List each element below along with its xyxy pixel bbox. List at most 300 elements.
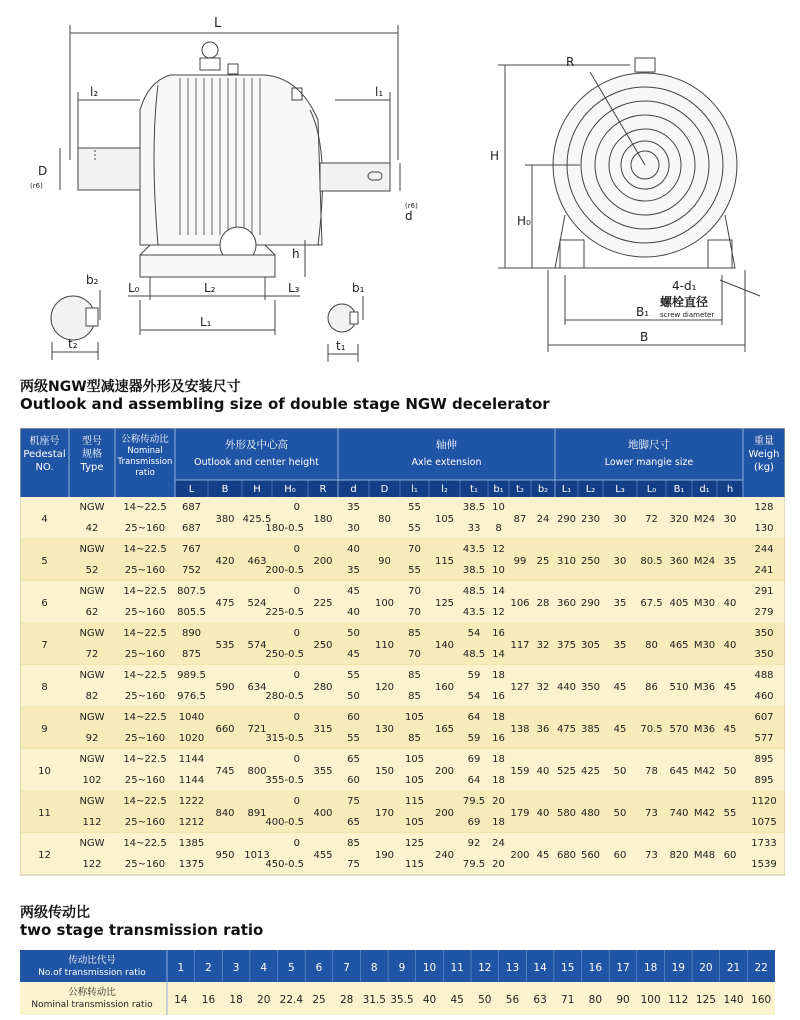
cell-H0: 0 bbox=[293, 544, 300, 555]
cell-l1: 105 bbox=[404, 817, 425, 828]
ratio-code-cell: 15 bbox=[561, 962, 575, 974]
cell-L1: 475 bbox=[556, 724, 577, 735]
ratio-value-cell: 20 bbox=[257, 994, 271, 1006]
dim-label-H: H bbox=[490, 149, 500, 163]
ratio-code-cell: 9 bbox=[398, 962, 406, 974]
cell-L2: 480 bbox=[580, 808, 601, 819]
cell-L: 1144 bbox=[178, 775, 205, 786]
cell-t1: 69 bbox=[467, 817, 481, 828]
cell-type: 102 bbox=[82, 775, 102, 786]
ratio-value-cell: 56 bbox=[505, 994, 520, 1006]
cell-d: 65 bbox=[347, 754, 360, 765]
cell-type: NGW bbox=[79, 838, 105, 849]
cell-l1: 115 bbox=[404, 796, 425, 807]
cell-H: 524 bbox=[247, 598, 267, 609]
header-type: 型号 bbox=[82, 436, 102, 447]
cell-R: 250 bbox=[313, 640, 333, 651]
header-pedestal: Pedestal bbox=[23, 449, 66, 460]
col-header-t2: t₂ bbox=[516, 484, 524, 495]
cell-l1: 70 bbox=[408, 649, 421, 660]
cell-D: 130 bbox=[374, 724, 395, 735]
cell-L2: 305 bbox=[580, 640, 601, 651]
cell-t1: 43.5 bbox=[462, 544, 486, 555]
cell-t1: 79.5 bbox=[462, 859, 486, 870]
cell-pedestal: 11 bbox=[38, 808, 51, 819]
cell-b1: 8 bbox=[495, 523, 502, 534]
ratio-value-cell: 18 bbox=[229, 994, 243, 1006]
cell-weight: 1075 bbox=[751, 817, 777, 828]
cell-h: 35 bbox=[723, 556, 737, 567]
cell-b1: 16 bbox=[492, 691, 505, 702]
cell-weight: 460 bbox=[754, 691, 774, 702]
cell-l2: 160 bbox=[434, 682, 455, 693]
col-header-l1: l₁ bbox=[411, 484, 418, 495]
cell-H: 463 bbox=[247, 556, 267, 567]
cell-b1: 10 bbox=[492, 502, 505, 513]
cell-B1: 820 bbox=[669, 850, 689, 861]
cell-L: 805.5 bbox=[177, 607, 206, 618]
cell-t1: 64 bbox=[467, 775, 481, 786]
header-ratio: ratio bbox=[135, 468, 155, 478]
cell-L0: 72 bbox=[645, 514, 658, 525]
cell-L: 1020 bbox=[178, 733, 205, 744]
cell-h: 30 bbox=[723, 514, 737, 525]
cell-d1: M48 bbox=[693, 850, 716, 861]
ratio-code-cell: 10 bbox=[422, 962, 437, 974]
cell-weight: 244 bbox=[754, 544, 774, 555]
ratio-table bbox=[20, 950, 775, 1015]
cell-t1: 64 bbox=[467, 712, 481, 723]
cell-t1: 59 bbox=[467, 670, 481, 681]
cell-L: 1385 bbox=[178, 838, 205, 849]
cell-R: 400 bbox=[313, 808, 333, 819]
cell-t1: 38.5 bbox=[462, 502, 486, 513]
cell-type: 112 bbox=[82, 817, 102, 828]
cell-t2: 200 bbox=[510, 850, 530, 861]
cell-weight: 607 bbox=[754, 712, 774, 723]
dim-label-L2: L₂ bbox=[204, 281, 216, 295]
cell-d1: M30 bbox=[693, 598, 716, 609]
screw-diameter-cn: 螺栓直径 bbox=[660, 295, 709, 309]
col-header-L3: L₃ bbox=[615, 484, 625, 495]
cell-R: 280 bbox=[313, 682, 333, 693]
cell-L3: 45 bbox=[613, 724, 627, 735]
dim-label-B: B bbox=[640, 330, 649, 344]
cell-t1: 48.5 bbox=[462, 649, 486, 660]
cell-l1: 55 bbox=[408, 565, 421, 576]
cell-R: 225 bbox=[313, 598, 333, 609]
dim-label-B1: B₁ bbox=[636, 305, 650, 319]
cell-weight: 279 bbox=[754, 607, 774, 618]
cell-b2: 45 bbox=[536, 850, 550, 861]
ratio-code-cell: 13 bbox=[505, 962, 520, 974]
cell-t1: 92 bbox=[467, 838, 481, 849]
ratio-code-cell: 16 bbox=[588, 962, 603, 974]
cell-b1: 18 bbox=[492, 670, 505, 681]
cell-d1: M36 bbox=[693, 682, 716, 693]
cell-L1: 525 bbox=[556, 766, 577, 777]
cell-l1: 70 bbox=[408, 544, 421, 555]
cell-weight: 1539 bbox=[751, 859, 777, 870]
ratio-value-cell: 160 bbox=[751, 994, 772, 1006]
header-axle-cn: 轴伸 bbox=[436, 439, 457, 451]
cell-L: 752 bbox=[181, 565, 202, 576]
ratio-value-cell: 112 bbox=[668, 994, 689, 1006]
cell-L1: 360 bbox=[556, 598, 577, 609]
outlook-title-cn: 两级NGW型减速器外形及安装尺寸 bbox=[20, 379, 241, 395]
cell-H: 800 bbox=[247, 766, 267, 777]
cell-weight: 241 bbox=[754, 565, 774, 576]
cell-pedestal: 6 bbox=[41, 598, 48, 609]
ratio-code-cell: 19 bbox=[671, 962, 685, 974]
ratio-value-cell: 22.4 bbox=[279, 994, 304, 1006]
cell-L0: 78 bbox=[645, 766, 658, 777]
ratio-code-cell: 14 bbox=[533, 962, 547, 974]
cell-H0: 355-0.5 bbox=[265, 775, 304, 786]
screw-diameter-en: screw diameter bbox=[660, 311, 715, 319]
cell-type: 72 bbox=[85, 649, 99, 660]
cell-b2: 40 bbox=[536, 808, 550, 819]
cell-L3: 30 bbox=[613, 514, 627, 525]
col-header-d1: d₁ bbox=[699, 484, 710, 495]
dim-label-L3: L₃ bbox=[288, 281, 300, 295]
cell-pedestal: 8 bbox=[41, 682, 48, 693]
cell-H0: 225-0.5 bbox=[265, 607, 304, 618]
cell-ratio: 14~22.5 bbox=[123, 502, 167, 513]
cell-L: 767 bbox=[181, 544, 202, 555]
dim-label-L: L bbox=[214, 16, 222, 31]
cell-L2: 230 bbox=[580, 514, 601, 525]
ratio-title-cn: 两级传动比 bbox=[20, 905, 90, 921]
cell-d: 50 bbox=[347, 691, 360, 702]
cell-L3: 30 bbox=[613, 556, 627, 567]
cell-B: 660 bbox=[215, 724, 235, 735]
cell-type: NGW bbox=[79, 796, 105, 807]
cell-ratio: 25~160 bbox=[124, 691, 166, 702]
cell-h: 45 bbox=[723, 682, 737, 693]
cell-h: 40 bbox=[723, 598, 737, 609]
cell-ratio: 14~22.5 bbox=[123, 796, 167, 807]
cell-l2: 105 bbox=[434, 514, 455, 525]
cell-type: 122 bbox=[82, 859, 102, 870]
cell-b1: 14 bbox=[492, 649, 505, 660]
cell-ratio: 25~160 bbox=[124, 607, 166, 618]
cell-d1: M42 bbox=[693, 766, 716, 777]
cell-L: 687 bbox=[181, 502, 202, 513]
cell-B1: 510 bbox=[669, 682, 689, 693]
cell-B1: 320 bbox=[669, 514, 689, 525]
cell-H: 891 bbox=[247, 808, 267, 819]
dim-label-l2: l₂ bbox=[90, 85, 99, 99]
col-header-b2: b₂ bbox=[537, 484, 549, 495]
cell-d1: M36 bbox=[693, 724, 716, 735]
cell-L0: 73 bbox=[645, 808, 658, 819]
cell-L0: 86 bbox=[645, 682, 658, 693]
cell-L2: 560 bbox=[580, 850, 601, 861]
cell-d: 75 bbox=[347, 859, 360, 870]
cell-D: 90 bbox=[378, 556, 391, 567]
cell-l2: 115 bbox=[434, 556, 455, 567]
col-header-B1: B₁ bbox=[673, 484, 685, 495]
cell-d1: M42 bbox=[693, 808, 716, 819]
cell-L2: 350 bbox=[580, 682, 601, 693]
col-header-l2: l₂ bbox=[441, 484, 448, 495]
cell-B1: 465 bbox=[669, 640, 689, 651]
ratio-value-cell: 35.5 bbox=[390, 994, 414, 1006]
cell-B: 535 bbox=[215, 640, 235, 651]
cell-H0: 200-0.5 bbox=[265, 565, 304, 576]
cell-h: 55 bbox=[723, 808, 737, 819]
cell-B: 745 bbox=[215, 766, 235, 777]
cell-b1: 20 bbox=[492, 796, 505, 807]
col-header-h: h bbox=[726, 484, 734, 495]
header-ratio: Transmission bbox=[117, 457, 173, 467]
cell-b1: 10 bbox=[492, 565, 505, 576]
ratio-code-cell: 12 bbox=[478, 962, 492, 974]
cell-D: 150 bbox=[374, 766, 395, 777]
cell-H0: 250-0.5 bbox=[265, 649, 304, 660]
cell-weight: 895 bbox=[754, 775, 774, 786]
cell-R: 315 bbox=[313, 724, 333, 735]
cell-l1: 125 bbox=[404, 838, 425, 849]
cell-type: NGW bbox=[79, 502, 105, 513]
header-outlook-cn: 外形及中心高 bbox=[225, 439, 288, 451]
cell-weight: 577 bbox=[754, 733, 774, 744]
cell-b1: 18 bbox=[492, 817, 505, 828]
cell-type: NGW bbox=[79, 670, 105, 681]
cell-R: 455 bbox=[313, 850, 333, 861]
cell-weight: 130 bbox=[754, 523, 774, 534]
ratio-value-cell: 125 bbox=[695, 994, 716, 1006]
header-weight: Weigh bbox=[748, 449, 780, 460]
ratio-code-cell: 21 bbox=[726, 962, 741, 974]
dim-label-R: R bbox=[566, 55, 575, 69]
dim-label-t1: t₁ bbox=[336, 339, 346, 353]
cell-R: 355 bbox=[313, 766, 333, 777]
cell-L0: 80 bbox=[645, 640, 658, 651]
cell-D: 80 bbox=[378, 514, 391, 525]
cell-L3: 45 bbox=[613, 682, 627, 693]
cell-B: 380 bbox=[215, 514, 235, 525]
cell-ratio: 25~160 bbox=[124, 565, 166, 576]
cell-B1: 360 bbox=[669, 556, 689, 567]
dim-label-t2: t₂ bbox=[68, 337, 78, 351]
cell-B: 950 bbox=[215, 850, 235, 861]
cell-weight: 350 bbox=[754, 649, 774, 660]
cell-ratio: 14~22.5 bbox=[123, 628, 167, 639]
cell-b1: 18 bbox=[492, 754, 505, 765]
cell-L2: 250 bbox=[580, 556, 601, 567]
ratio-value-label-cn: 公称转动比 bbox=[68, 987, 116, 998]
cell-t2: 138 bbox=[510, 724, 530, 735]
cell-type: 52 bbox=[85, 565, 99, 576]
ratio-code-cell: 2 bbox=[205, 962, 212, 974]
cell-type: 62 bbox=[85, 607, 99, 618]
cell-l1: 55 bbox=[408, 523, 421, 534]
cell-l1: 70 bbox=[408, 607, 421, 618]
ratio-code-cell: 7 bbox=[343, 962, 350, 974]
side-view-drawing bbox=[51, 25, 400, 362]
cell-pedestal: 5 bbox=[41, 556, 48, 567]
cell-type: NGW bbox=[79, 712, 105, 723]
ratio-code-cell: 17 bbox=[616, 962, 630, 974]
cell-H0: 0 bbox=[293, 628, 300, 639]
ratio-value-cell: 45 bbox=[450, 994, 464, 1006]
ratio-code-cell: 18 bbox=[643, 962, 658, 974]
cell-L2: 385 bbox=[580, 724, 601, 735]
ratio-value-cell: 31.5 bbox=[362, 994, 386, 1006]
ratio-code-cell: 8 bbox=[370, 962, 378, 974]
cell-b1: 12 bbox=[492, 607, 505, 618]
cell-b2: 24 bbox=[536, 514, 550, 525]
header-pedestal: 机座号 bbox=[29, 436, 60, 447]
ratio-value-cell: 40 bbox=[422, 994, 437, 1006]
cell-L0: 70.5 bbox=[640, 724, 663, 735]
cell-type: 82 bbox=[85, 691, 99, 702]
cell-H: 721 bbox=[247, 724, 267, 735]
ratio-code-cell: 6 bbox=[315, 962, 323, 974]
cell-H0: 400-0.5 bbox=[265, 817, 304, 828]
technical-drawings bbox=[0, 0, 800, 375]
cell-weight: 291 bbox=[754, 586, 774, 597]
cell-b1: 20 bbox=[492, 859, 505, 870]
cell-weight: 128 bbox=[754, 502, 774, 513]
cell-type: 92 bbox=[85, 733, 99, 744]
cell-type: NGW bbox=[79, 586, 105, 597]
cell-d: 45 bbox=[347, 586, 360, 597]
dim-label-L1: L₁ bbox=[200, 315, 212, 329]
cell-pedestal: 10 bbox=[38, 766, 51, 777]
ratio-code-label-cn: 传动比代号 bbox=[68, 955, 116, 966]
cell-L: 875 bbox=[181, 649, 202, 660]
cell-H0: 315-0.5 bbox=[265, 733, 304, 744]
cell-d: 55 bbox=[347, 670, 360, 681]
cell-l2: 240 bbox=[434, 850, 455, 861]
cell-L: 989.5 bbox=[177, 670, 206, 681]
col-header-d: d bbox=[350, 484, 357, 495]
cell-B: 420 bbox=[215, 556, 235, 567]
cell-B1: 740 bbox=[669, 808, 689, 819]
cell-B: 590 bbox=[215, 682, 235, 693]
cell-l2: 140 bbox=[434, 640, 455, 651]
cell-H0: 0 bbox=[293, 796, 300, 807]
cell-H: 1013 bbox=[244, 850, 270, 861]
cell-H0: 0 bbox=[293, 712, 300, 723]
cell-h: 60 bbox=[723, 850, 737, 861]
ratio-value-cell: 100 bbox=[640, 994, 661, 1006]
cell-d: 60 bbox=[347, 775, 360, 786]
cell-t2: 99 bbox=[513, 556, 527, 567]
ratio-value-cell: 71 bbox=[561, 994, 575, 1006]
cell-d: 45 bbox=[347, 649, 360, 660]
col-header-H: H bbox=[253, 484, 261, 495]
cell-weight: 488 bbox=[754, 670, 774, 681]
cell-D: 110 bbox=[374, 640, 395, 651]
cell-d: 30 bbox=[347, 523, 360, 534]
cell-l1: 85 bbox=[408, 733, 421, 744]
cell-L3: 60 bbox=[613, 850, 627, 861]
cell-type: NGW bbox=[79, 628, 105, 639]
cell-B: 475 bbox=[215, 598, 235, 609]
cell-d: 75 bbox=[347, 796, 360, 807]
cell-b2: 36 bbox=[536, 724, 550, 735]
cell-b1: 14 bbox=[492, 586, 505, 597]
cell-pedestal: 4 bbox=[41, 514, 48, 525]
cell-L3: 50 bbox=[613, 766, 627, 777]
cell-t2: 127 bbox=[510, 682, 530, 693]
cell-d1: M24 bbox=[693, 556, 716, 567]
cell-type: NGW bbox=[79, 754, 105, 765]
cell-L3: 50 bbox=[613, 808, 627, 819]
cell-L1: 310 bbox=[556, 556, 577, 567]
col-header-L: L bbox=[188, 484, 195, 495]
cell-d: 35 bbox=[347, 565, 360, 576]
cell-L1: 290 bbox=[556, 514, 577, 525]
ratio-value-cell: 28 bbox=[339, 994, 354, 1006]
header-weight: 重量 bbox=[754, 436, 774, 447]
cell-l1: 105 bbox=[404, 754, 425, 765]
cell-ratio: 25~160 bbox=[124, 523, 166, 534]
cell-t1: 43.5 bbox=[462, 607, 486, 618]
cell-type: NGW bbox=[79, 544, 105, 555]
dim-label-d-sub: (r6) bbox=[405, 202, 418, 210]
cell-l1: 115 bbox=[404, 859, 425, 870]
cell-t1: 38.5 bbox=[462, 565, 486, 576]
cell-t1: 33 bbox=[467, 523, 481, 534]
cell-l1: 105 bbox=[404, 712, 425, 723]
cell-B1: 405 bbox=[669, 598, 689, 609]
cell-b2: 32 bbox=[536, 682, 550, 693]
cell-ratio: 14~22.5 bbox=[123, 670, 167, 681]
ratio-code-cell: 1 bbox=[177, 962, 185, 974]
header-outlook-en: Outlook and center height bbox=[194, 457, 319, 468]
cell-H0: 0 bbox=[293, 502, 300, 513]
header-type: 规格 bbox=[82, 449, 102, 460]
cell-R: 200 bbox=[313, 556, 333, 567]
cell-d: 50 bbox=[347, 628, 360, 639]
cell-h: 50 bbox=[723, 766, 737, 777]
cell-type: 42 bbox=[85, 523, 99, 534]
cell-l1: 55 bbox=[408, 502, 421, 513]
cell-H0: 180-0.5 bbox=[265, 523, 304, 534]
cell-l1: 85 bbox=[408, 670, 421, 681]
cell-ratio: 14~22.5 bbox=[123, 586, 167, 597]
cell-l1: 70 bbox=[408, 586, 421, 597]
cell-t2: 87 bbox=[513, 514, 527, 525]
header-ratio: Nominal bbox=[127, 446, 163, 456]
ratio-code-cell: 11 bbox=[450, 962, 464, 974]
cell-B: 840 bbox=[215, 808, 235, 819]
cell-D: 190 bbox=[374, 850, 395, 861]
cell-L: 1144 bbox=[178, 754, 205, 765]
outlook-title-en: Outlook and assembling size of double stage NGW decelerator bbox=[20, 395, 550, 413]
cell-H: 574 bbox=[247, 640, 267, 651]
cell-b2: 40 bbox=[536, 766, 550, 777]
cell-t1: 48.5 bbox=[462, 586, 486, 597]
cell-l2: 200 bbox=[434, 808, 455, 819]
cell-l1: 85 bbox=[408, 628, 421, 639]
cell-H: 425.5 bbox=[242, 514, 272, 525]
header-ratio: 公称传动比 bbox=[121, 434, 169, 445]
header-axle-en: Axle extension bbox=[411, 457, 482, 468]
cell-weight: 1733 bbox=[751, 838, 777, 849]
ratio-value-label-en: Nominal transmission ratio bbox=[31, 1000, 153, 1010]
cell-L: 1375 bbox=[178, 859, 205, 870]
cell-d: 85 bbox=[347, 838, 360, 849]
cell-d: 60 bbox=[347, 712, 360, 723]
cell-B1: 645 bbox=[669, 766, 689, 777]
col-header-R: R bbox=[319, 484, 327, 495]
